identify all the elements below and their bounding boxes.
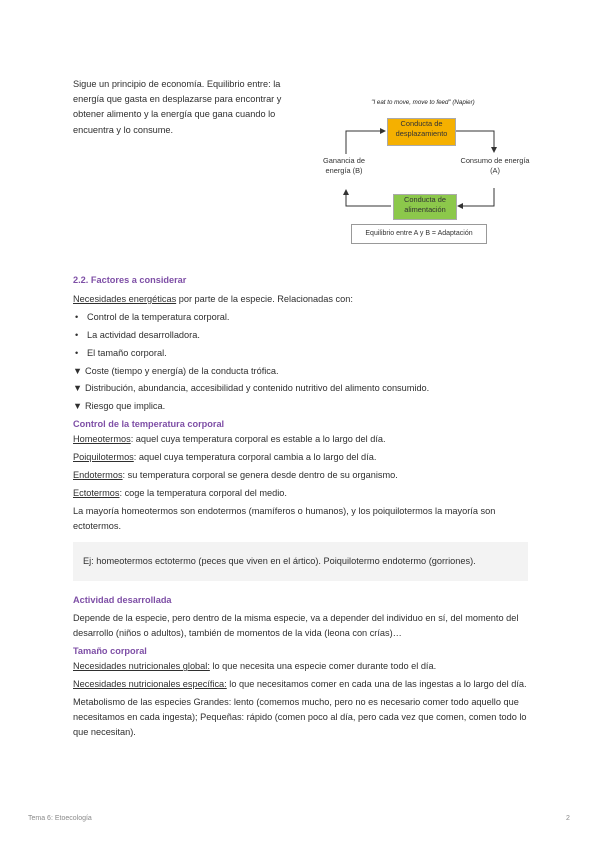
list-item xyxy=(73,364,528,379)
definition-ectotermos xyxy=(73,486,528,501)
triangle-marker: ▼ xyxy=(73,401,83,412)
term: Necesidades nutricionales específica: xyxy=(73,679,227,690)
term: Ectotermos xyxy=(73,487,120,498)
term: Necesidades nutricionales global: xyxy=(73,661,210,672)
triangle-marker: ▼ xyxy=(73,383,83,394)
definition-text: : coge la temperatura corporal del medio. xyxy=(119,487,287,498)
box-conducta-alimentacion: Conducta de alimentación xyxy=(393,194,457,220)
temperature-heading: Control de la temperatura corporal xyxy=(73,419,225,430)
list-item-text: Distribución, abundancia, accesibilidad y contenido nutritivo del alimento consumido. xyxy=(85,383,430,394)
bullet-marker: • xyxy=(75,347,79,358)
definition-text: : aquel cuya temperatura corporal es estable a lo largo del día. xyxy=(130,434,386,445)
definition-homeotermos xyxy=(73,432,528,447)
section-heading: 2.2. Factores a considerar xyxy=(73,275,187,285)
definition-especifica xyxy=(73,677,528,692)
box-conducta-desplazamiento: Conducta de desplazamiento xyxy=(387,118,456,146)
list-item xyxy=(73,346,528,361)
list-item xyxy=(73,328,528,343)
box-ganancia-energia: Ganancia de energía (B) xyxy=(323,156,365,175)
term: Homeotermos xyxy=(73,434,131,445)
term: Endotermos xyxy=(73,469,123,480)
arrow-left-to-top xyxy=(346,131,385,154)
list-item-text: Control de la temperatura corporal. xyxy=(87,311,230,322)
triangle-marker: ▼ xyxy=(73,365,83,376)
page-number: 2 xyxy=(566,815,570,822)
arrow-right-to-bottom xyxy=(458,188,494,206)
size-heading: Tamaño corporal xyxy=(73,646,147,657)
activity-heading: Actividad desarrollada xyxy=(73,594,172,605)
term: Poiquilotermos xyxy=(73,452,134,463)
definition-text: : aquel cuya temperatura corporal cambia a lo largo del día. xyxy=(133,452,377,463)
diagram-quote: "I eat to move, move to feed" (Napier) xyxy=(371,99,475,106)
footer-title: Tema 6: Etoecología xyxy=(28,815,92,822)
needs-paragraph xyxy=(73,292,528,307)
arrow-top-to-right xyxy=(456,131,494,152)
box-equilibrio: Equilibrio entre A y B = Adaptación xyxy=(351,224,487,244)
list-item-text: El tamaño corporal. xyxy=(87,347,167,358)
energy-balance-diagram xyxy=(308,96,538,250)
temperature-note: La mayoría homeotermos son endotermos (mamíferos o humanos), y los poiquilotermos la mayoría son ectotermos. xyxy=(73,505,496,531)
definition-text: lo que necesita una especie comer durante todo el día. xyxy=(209,661,437,672)
bullet-marker: • xyxy=(75,329,79,340)
example-callout: Ej: homeotermos ectotermo (peces que viven en el ártico). Poiquilotermo endotermo (gorriones). xyxy=(73,542,528,581)
list-item-text: Riesgo que implica. xyxy=(85,401,166,412)
definition-text: lo que necesitamos comer en cada una de las ingestas a lo largo del día. xyxy=(226,679,527,690)
definition-poiquilotermos xyxy=(73,450,528,465)
bullet-marker: • xyxy=(75,311,79,322)
box-consumo-energia: Consumo de energía (A) xyxy=(460,156,530,175)
needs-term: Necesidades energéticas xyxy=(73,293,177,304)
arrow-bottom-to-left xyxy=(346,190,391,206)
list-item xyxy=(73,381,528,396)
list-item xyxy=(73,310,528,325)
list-item-text: Coste (tiempo y energía) de la conducta trófica. xyxy=(85,365,279,376)
factors-list xyxy=(73,310,528,414)
metabolism-paragraph: Metabolismo de las especies Grandes: lento (comemos mucho, pero no es necesario comer todo aquello que necesitamos en cada ingesta); Pequeñas: rápido (comen poco al día, pero cada vez que comen, comen todo lo que necesitan). xyxy=(73,696,527,737)
needs-rest: por parte de la especie. Relacionadas con: xyxy=(176,293,353,304)
definition-text: : su temperatura corporal se genera desde dentro de su organismo. xyxy=(122,469,398,480)
main-content xyxy=(73,273,528,743)
definition-endotermos xyxy=(73,468,528,483)
list-item-text: La actividad desarrolladora. xyxy=(87,329,200,340)
definition-global xyxy=(73,659,528,674)
intro-paragraph: Sigue un principio de economía. Equilibrio entre: la energía que gasta en desplazarse para encontrar y obtener alimento y la energía que gana cuando lo encuentra y lo consume. xyxy=(73,79,282,135)
activity-paragraph: Depende de la especie, pero dentro de la misma especie, va a depender del individuo en sí, del momento del desarrollo (niños o adultos), también de momentos de la vida (leona con crías)… xyxy=(73,613,519,639)
list-item xyxy=(73,399,528,414)
